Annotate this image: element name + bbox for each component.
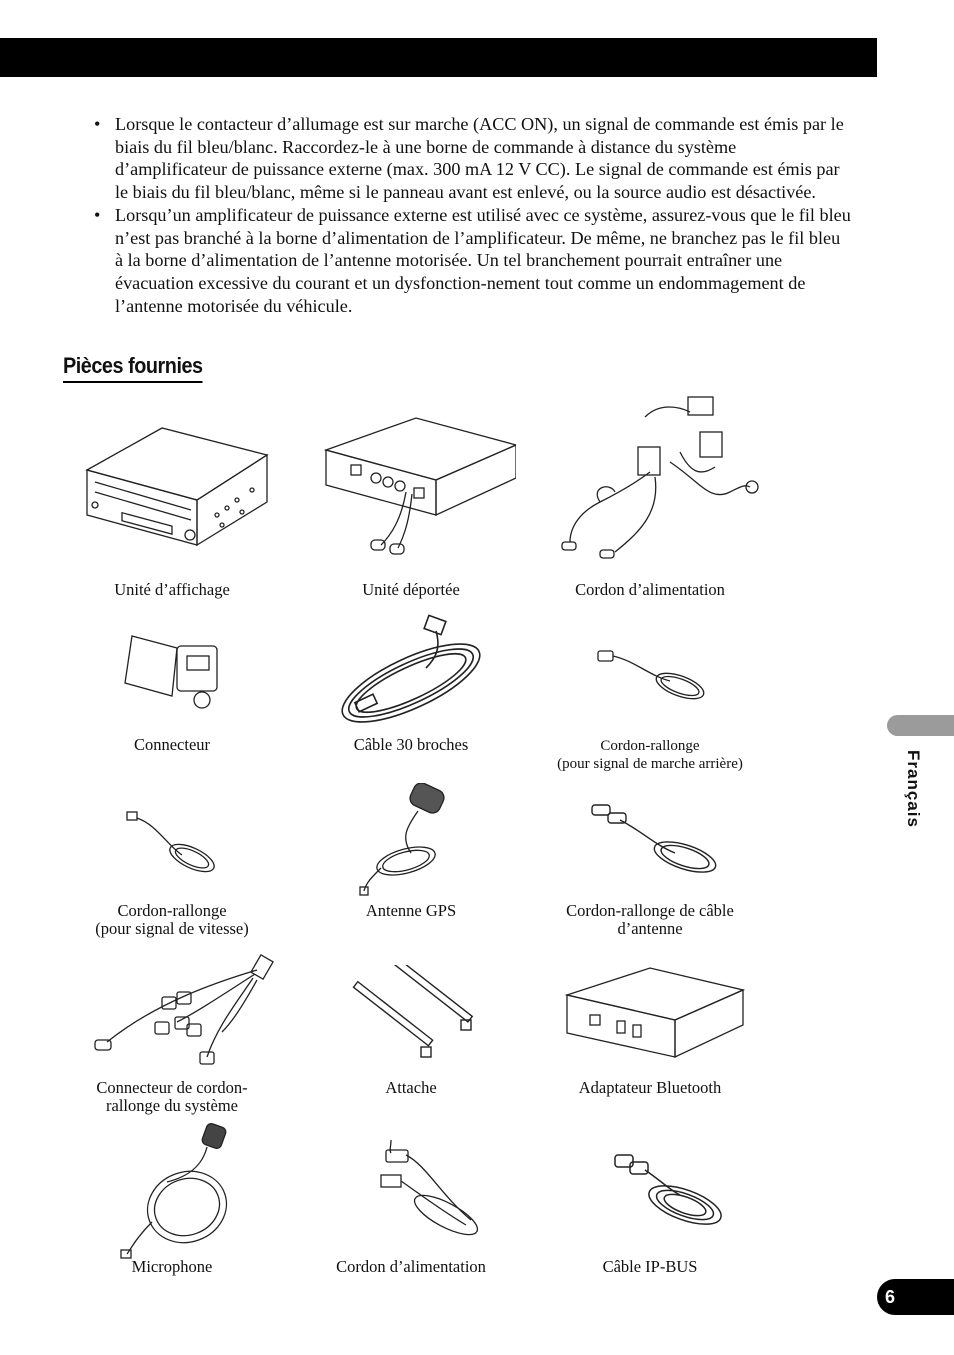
note-text: Lorsqu’un amplificateur de puissance externe est utilisé avec ce système, assurez-vous que le fil bleu n’est pas branché à la borne d’alimentation de l’amplificateur. De même, ne branchez pas le fil bleu à la borne d’alimentation de l’antenne motorisée. Un tel branchement pourrait entraîner une évacuation excessive du courant et un dysfonction-nement tout comme un endommagement de l’antenne motorisée du véhicule. (115, 204, 851, 316)
extension-speed-illustration (52, 800, 292, 880)
note-item (92, 204, 852, 318)
language-label (903, 750, 925, 840)
connector-illustration (52, 628, 292, 713)
bullet-dot: • (94, 204, 101, 225)
section-title: Pièces fournies (63, 352, 203, 383)
caption-cable-30: Câble 30 broches (353, 735, 469, 754)
caption-line: rallonge du système (106, 1096, 238, 1115)
bluetooth-adapter-illustration (530, 965, 770, 1060)
cable-30-pin-illustration (291, 613, 531, 728)
note-text: Lorsque le contacteur d’allumage est sur marche (ACC ON), un signal de commande est émis par le biais du fil bleu/blanc. Raccordez-le à une borne de commande à distance du système d’amplificateur de puissance externe (max. 300 mA 12 V CC). Le signal de commande est émis par le biais du fil bleu/blanc, même si le panneau avant est enlevé, ou la source audio est désactivée. (115, 114, 844, 203)
caption-power-cord-1: Cordon d’alimentation (575, 580, 725, 599)
language-text: Français (904, 750, 923, 828)
caption-microphone: Microphone (131, 1257, 213, 1276)
caption-line: d’antenne (617, 919, 683, 938)
microphone-illustration (52, 1122, 292, 1262)
ipbus-cable-illustration (530, 1150, 770, 1235)
caption-line: (pour signal de marche arrière) (557, 756, 743, 772)
caption-ext-reverse (530, 737, 770, 773)
display-unit-illustration (52, 420, 292, 550)
caption-clamp: Attache (385, 1078, 437, 1097)
caption-bluetooth: Adaptateur Bluetooth (578, 1078, 722, 1097)
caption-ext-speed (52, 902, 292, 938)
caption-line: Cordon-rallonge (600, 738, 700, 754)
header-bar (0, 38, 877, 77)
caption-line: Connecteur de cordon- (96, 1078, 248, 1097)
system-connector-illustration (52, 952, 292, 1074)
language-tab (887, 715, 954, 736)
caption-gps-antenna: Antenne GPS (365, 901, 457, 920)
caption-ext-antenna (530, 902, 770, 938)
caption-ipbus: Câble IP-BUS (602, 1257, 698, 1276)
caption-sys-connector (52, 1079, 292, 1115)
power-cord-2-illustration (291, 1135, 531, 1245)
page-number: 6 (877, 1279, 954, 1315)
caption-remote-unit: Unité déportée (362, 580, 460, 599)
note-item (92, 113, 852, 204)
caption-line: Cordon-rallonge (117, 901, 227, 920)
clamp-illustration (291, 965, 531, 1065)
gps-antenna-illustration (291, 783, 531, 898)
remote-unit-illustration (291, 410, 531, 560)
caption-line: (pour signal de vitesse) (95, 919, 249, 938)
extension-antenna-illustration (530, 795, 770, 885)
caption-power-cord-2: Cordon d’alimentation (336, 1257, 486, 1276)
caption-line: Cordon-rallonge de câble (566, 901, 734, 920)
power-cord-illustration (530, 392, 770, 577)
caption-connector: Connecteur (133, 735, 211, 754)
bullet-dot: • (94, 114, 101, 134)
extension-reverse-illustration (530, 636, 770, 706)
notes-list (92, 113, 852, 317)
caption-display-unit: Unité d’affichage (114, 580, 230, 599)
